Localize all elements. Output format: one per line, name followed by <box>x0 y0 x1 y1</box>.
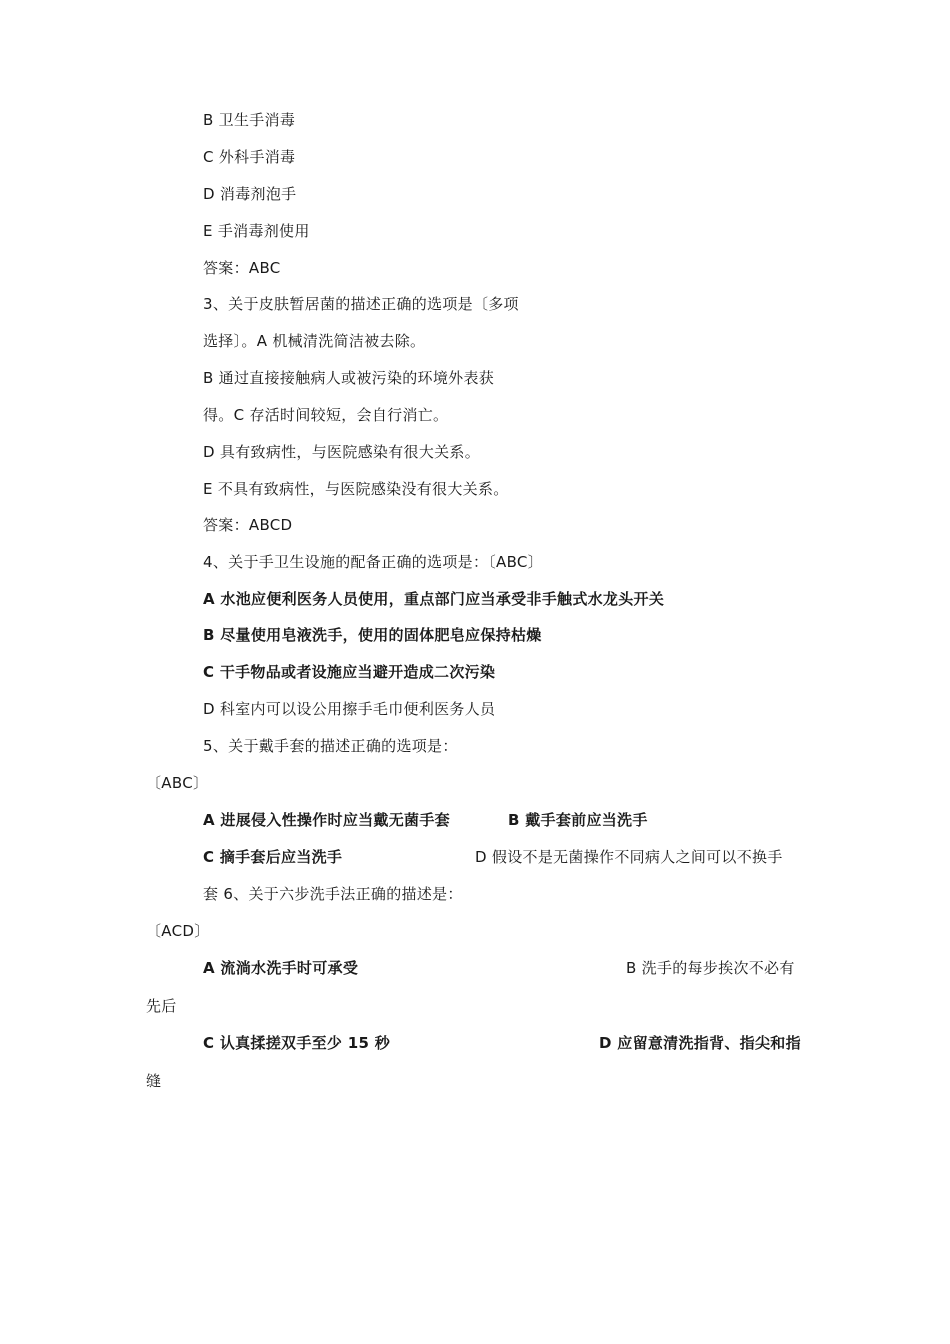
question-6-option-c: C 认真揉搓双手至少 15 秒 <box>203 1034 391 1052</box>
question-5-title: 5、关于戴手套的描述正确的选项是： <box>203 737 458 755</box>
question-4-option-a: A 水池应便利医务人员使用，重点部门应当承受非手触式水龙头开关 <box>203 590 665 608</box>
question-5-option-b: B 戴手套前应当洗手 <box>508 811 648 829</box>
question-5-option-d: D 假设不是无菌操作不同病人之间可以不换手 <box>475 848 783 866</box>
answer-q2: 答案：ABC <box>203 259 281 277</box>
question-6-title: 套 6、关于六步洗手法正确的描述是： <box>203 885 463 903</box>
question-5-option-a: A 进展侵入性操作时应当戴无菌手套 <box>203 811 450 829</box>
answer-q5: 〔ABC〕 <box>146 774 209 792</box>
answer-q3: 答案：ABCD <box>203 516 293 534</box>
option-b-hand-disinfection: B 卫生手消毒 <box>203 111 296 129</box>
question-3-title: 3、关于皮肤暂居菌的描述正确的选项是〔多项 <box>203 295 519 313</box>
question-6-option-d-cont: 缝 <box>146 1072 162 1090</box>
question-4-option-c: C 干手物品或者设施应当避开造成二次污染 <box>203 663 496 681</box>
question-4-option-d: D 科室内可以设公用擦手毛巾便利医务人员 <box>203 700 496 718</box>
question-4-title: 4、关于手卫生设施的配备正确的选项是：〔ABC〕 <box>203 553 544 571</box>
question-3-option-d: D 具有致病性，与医院感染有很大关系。 <box>203 443 481 461</box>
question-5-option-c: C 摘手套后应当洗手 <box>203 848 343 866</box>
option-d-soak-hands: D 消毒剂泡手 <box>203 185 297 203</box>
answer-q6: 〔ACD〕 <box>146 922 210 940</box>
option-e-sanitizer-use: E 手消毒剂使用 <box>203 222 310 240</box>
question-3-line-2: 选择〕。A 机械清洗简洁被去除。 <box>203 332 426 350</box>
question-6-option-d: D 应留意清洗指背、指尖和指 <box>599 1034 801 1052</box>
question-3-option-c: 得。C 存活时间较短，会自行消亡。 <box>203 406 449 424</box>
question-6-option-a: A 流淌水洗手时可承受 <box>203 959 359 977</box>
question-4-option-b: B 尽量使用皂液洗手，使用的固体肥皂应保持枯燥 <box>203 626 542 644</box>
question-3-option-e: E 不具有致病性，与医院感染没有很大关系。 <box>203 480 509 498</box>
option-c-surgical-disinfection: C 外科手消毒 <box>203 148 296 166</box>
question-6-option-b-cont: 先后 <box>146 997 177 1015</box>
question-3-option-b: B 通过直接接触病人或被污染的环境外表获 <box>203 369 495 387</box>
question-6-option-b: B 洗手的每步挨次不必有 <box>626 959 795 977</box>
